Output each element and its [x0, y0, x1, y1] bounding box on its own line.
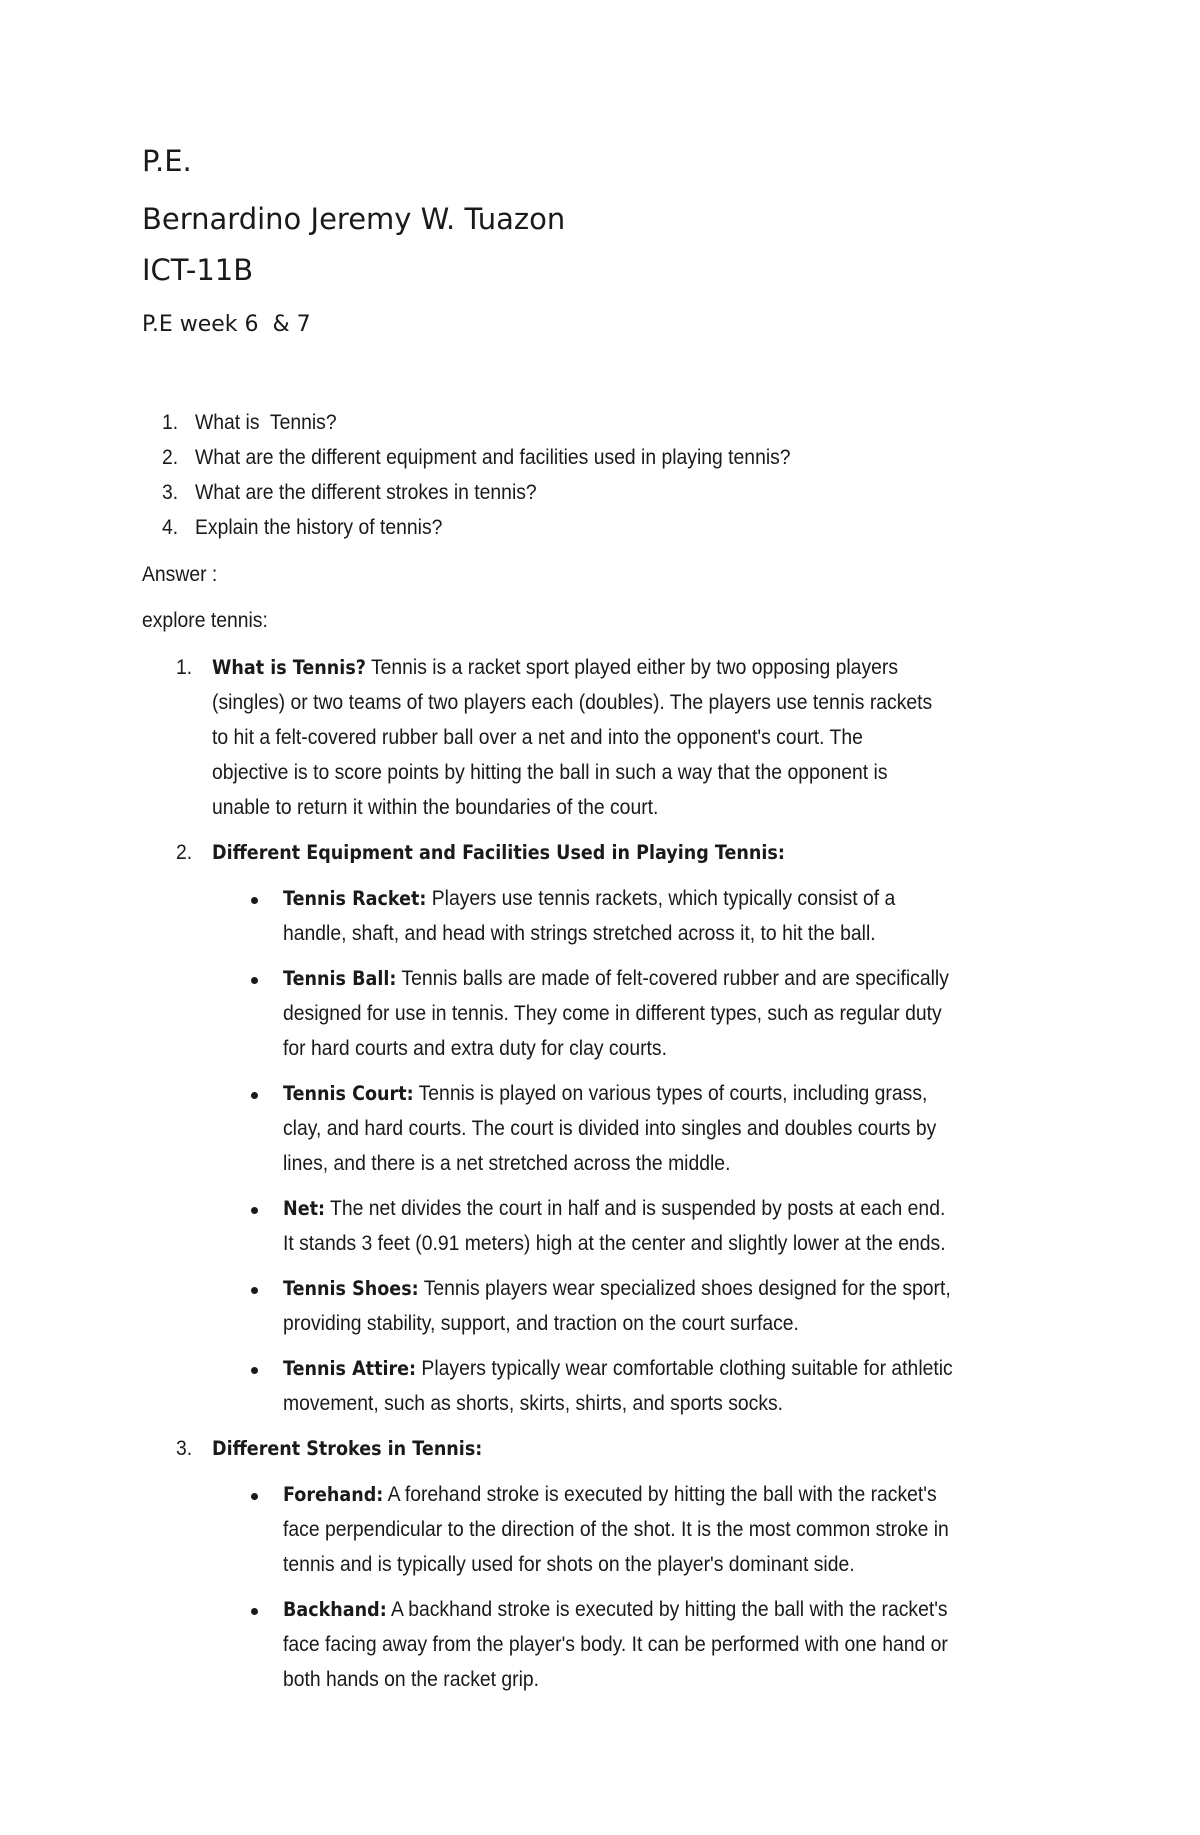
bullet-line: designed for use in tennis. They come in different types, such as regular duty — [283, 1001, 942, 1025]
question-item: What is Tennis? — [195, 410, 337, 434]
answer-number: 1. — [176, 655, 193, 679]
bullet-line: for hard courts and extra duty for clay courts. — [283, 1036, 667, 1060]
bullet-line: providing stability, support, and traction on the court surface. — [283, 1311, 799, 1335]
answer-1-line: to hit a felt-covered rubber ball over a net and into the opponent's court. The — [212, 725, 863, 749]
bullet-line: Tennis Shoes: Tennis players wear specialized shoes designed for the sport, — [283, 1276, 951, 1300]
bullet-line: both hands on the racket grip. — [283, 1667, 540, 1691]
bullet-line: Tennis Racket: Players use tennis rackets, which typically consist of a — [283, 886, 896, 910]
bullet-line: handle, shaft, and head with strings stretched across it, to hit the ball. — [283, 921, 876, 945]
answer-label: Answer : — [142, 562, 218, 586]
bullet-line: tennis and is typically used for shots on the player's dominant side. — [283, 1552, 855, 1576]
class-section: ICT-11B — [142, 253, 254, 287]
answer-1-line: What is Tennis? Tennis is a racket sport played either by two opposing players — [212, 655, 899, 679]
bullet-line: Backhand: A backhand stroke is executed by hitting the ball with the racket's — [283, 1597, 948, 1621]
bullet-term: Forehand: — [283, 1483, 384, 1506]
answer-1-title: What is Tennis? — [212, 656, 366, 679]
question-item: Explain the history of tennis? — [195, 515, 443, 539]
bullet-dot — [251, 1367, 258, 1374]
question-number: 2. — [162, 445, 179, 469]
bullet-line: movement, such as shorts, skirts, shirts, and sports socks. — [283, 1391, 784, 1415]
bullet-line: It stands 3 feet (0.91 meters) high at the center and slightly lower at the ends. — [283, 1231, 946, 1255]
answer-3-title: Different Strokes in Tennis: — [212, 1437, 483, 1460]
bullet-dot — [251, 1207, 258, 1214]
bullet-dot — [251, 1092, 258, 1099]
bullet-dot — [251, 897, 258, 904]
bullet-term: Backhand: — [283, 1598, 387, 1621]
answer-1-line: unable to return it within the boundaries of the court. — [212, 795, 659, 819]
week-label: P.E week 6 & 7 — [142, 312, 311, 337]
bullet-term: Tennis Ball: — [283, 967, 397, 990]
answer-number: 2. — [176, 840, 193, 864]
bullet-line: lines, and there is a net stretched across the middle. — [283, 1151, 731, 1175]
bullet-term: Tennis Attire: — [283, 1357, 417, 1380]
bullet-line: face perpendicular to the direction of the shot. It is the most common stroke in — [283, 1517, 949, 1541]
question-item: What are the different equipment and facilities used in playing tennis? — [195, 445, 791, 469]
bullet-line: Tennis Court: Tennis is played on various types of courts, including grass, — [283, 1081, 928, 1105]
bullet-dot — [251, 1608, 258, 1615]
answer-number: 3. — [176, 1436, 193, 1460]
answer-1-line: objective is to score points by hitting the ball in such a way that the opponent is — [212, 760, 888, 784]
bullet-line: Forehand: A forehand stroke is executed by hitting the ball with the racket's — [283, 1482, 937, 1506]
bullet-dot — [251, 1287, 258, 1294]
bullet-line: Tennis Ball: Tennis balls are made of felt-covered rubber and are specifically — [283, 966, 949, 990]
bullet-line: Net: The net divides the court in half and is suspended by posts at each end. — [283, 1196, 946, 1220]
answer-2-title: Different Equipment and Facilities Used in Playing Tennis: — [212, 841, 785, 864]
question-item: What are the different strokes in tennis? — [195, 480, 537, 504]
student-name: Bernardino Jeremy W. Tuazon — [142, 202, 566, 236]
subject-heading: P.E. — [142, 144, 192, 178]
bullet-term: Tennis Racket: — [283, 887, 427, 910]
answer-1-line: (singles) or two teams of two players each (doubles). The players use tennis rackets — [212, 690, 933, 714]
bullet-term: Tennis Shoes: — [283, 1277, 419, 1300]
question-number: 3. — [162, 480, 179, 504]
explore-label: explore tennis: — [142, 608, 268, 632]
question-number: 1. — [162, 410, 179, 434]
bullet-line: clay, and hard courts. The court is divided into singles and doubles courts by — [283, 1116, 937, 1140]
bullet-dot — [251, 977, 258, 984]
bullet-term: Tennis Court: — [283, 1082, 414, 1105]
bullet-term: Net: — [283, 1197, 326, 1220]
question-number: 4. — [162, 515, 179, 539]
bullet-line: face facing away from the player's body. It can be performed with one hand or — [283, 1632, 948, 1656]
bullet-dot — [251, 1493, 258, 1500]
bullet-line: Tennis Attire: Players typically wear comfortable clothing suitable for athletic — [283, 1356, 953, 1380]
